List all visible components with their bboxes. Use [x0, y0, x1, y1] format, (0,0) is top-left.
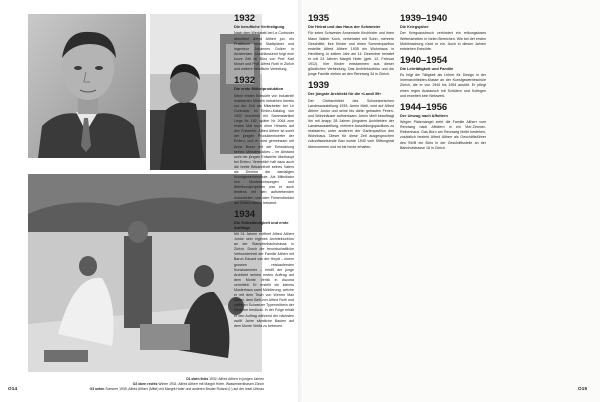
section-year: 1940–1954 [400, 54, 448, 66]
section-year: 1939 [308, 80, 329, 92]
page-number-left: O14 [8, 386, 18, 391]
caption-2: O2 oben rechts Winter 1931: Alfred Altherr mit Margrit Hofer, Wasserwerkhasen Zürich [132, 382, 264, 387]
page-number-right: O15 [578, 386, 588, 391]
section-body: Der Chefarchitekt des Schweizerischen Landesausstellung 1939, Armin Meili, wird auf Alfred Altherr Junior und seine bis dahin gebauten Ferien- und Wohnhäuser aufmerksam. Armin Meili beauftragt ihn mit knapp 28 Jahren jüngstem Architekten der Landesausstellung, mehrere Ausstellungspavillons zu realisieren, unter anderem der Gartenpavillon des Wohnbaus. Dieser für diese Zeit ausgesprochen zukunftsweisende Bau wurde 1940 vom Stiftungsrat übernommen und ist bis heute erhalten. [308, 98, 394, 149]
right-text-column-3 [400, 14, 486, 155]
section-year: 1935 [308, 13, 329, 24]
section-1944-1956 [400, 103, 486, 151]
section-1940-1954 [400, 56, 486, 99]
portrait-image-icon [28, 14, 146, 158]
photo-summer-group [28, 174, 262, 372]
section-subtitle: Die Lehrtätigkeit und Familie [400, 65, 454, 71]
summer-group-image-icon [28, 174, 262, 372]
section-body: Für seine Schwester Annemarie Kirchhofer und ihren Mann Walter Koch, verheiratet mit Sohn, mehrere Geschäfte, ihre Kinder und einen Sommerpavillon erstellte Alfred Altherr 1935 ein Wohnhaus in Herrliberg. In selben Jahr am 14. Dezember heiratet er mit 24 Jahren Margrit Hofer (geb. 12. Februar 1912). Vier Kinder entstammen aus dieser glücklichen Verbindung. Das Architekturbüro und die junge Familie ziehen an den Rennweg 34 in Zürich. [308, 31, 394, 77]
caption-3: O3 unten Sommer 1935, Alfred Altherr (Mitte) mit Margrit Hofer und anderen Bruder Roland (r.) auf der Insel Ufenau [89, 387, 264, 392]
section-year: 1934 [234, 208, 255, 220]
section-subtitle: Die Selbständigkeit und erste Aufträge [234, 219, 289, 230]
right-page [234, 0, 600, 402]
section-1935 [308, 14, 394, 77]
section-body: Wegen Platzmangel zieht die Familie Altherr vom Rennweg nach Affoltern in ein Vier-Zimmer-Reihenhaus. Das Büro am Rennweg bleibt bestehen, zusätzlich bezieht Alfred Altherr als Geschäftsführer des SWB ein Büro in der Geschäftsstelle an der Bahnhofstrasse 16 in Zürich. [400, 120, 486, 150]
section-year: 1932 [234, 75, 255, 87]
caption-1: O1 oben links 1932: Alfred Altherr in jungen Jahren [185, 377, 264, 381]
section-body: Es folgt die Tätigkeit als Lehrer für Design in der Innenarchitekten-Klasse an der Kunstgewerbeschule Zürich, die er von 1940 bis 1954 ausübt. Er pflegt einen regen Austausch mit Schülern und Kollegen und erweitert sein Netzwerk. [400, 73, 486, 98]
section-1934 [234, 210, 294, 329]
section-subtitle: Die erste Möbelproduktion [234, 86, 284, 92]
right-text-column-1 [234, 14, 294, 333]
section-year: 1944–1956 [400, 101, 448, 113]
section-year: 1932 [234, 13, 255, 24]
photo-portrait-young-man [28, 14, 146, 158]
section-1932-b [234, 76, 294, 206]
section-subtitle: Der jüngste Architekt für die «Landi 39» [308, 91, 382, 97]
section-year: 1939–1940 [400, 13, 448, 24]
book-gutter [298, 0, 302, 402]
section-body: Nach dem Werkstatt bei Le Corbusier absolviert Alfred Altherr jun. ein Praktikum beim Stadtplaner und Ingenieur Johannes Duiker in Amsterdam. Anschliessend folgt eine kurze Zeit im Büro von Prof. Karl Moser und Prof. Alfred Roth in Zürich und weitere berufliche Vertiefung. [234, 31, 294, 72]
section-body: Mit 24 Jahren eröffnet Alfred Altherr Junior sein eigenes Architekturbüro an der Stampfenbachstrasse in Zürich. Durch die freundschaftliche Verbundenheit der Familie Altherr mit Baron Eduard von der Heydt – einem grossen reiskaufenden Kunstsammler – erhält der junge Architekt seinen ersten Auftrag auf dem Monte Verità in Ascona vermittelt. Er erstellt ein kleines Musterhaus samt Möblierung, welche er mit dem Tisch von Werner Max Moser, dem Bett von Alfred Roth und weiteren Schweizer Typenmöbeln der Moderne bestückt. In der Folge erhält er den Auftrag während der nächsten zwölf Jahre sämtliche Bauten auf dem Monte Verità zu betreuen. [234, 232, 294, 328]
section-subtitle: Der Umzug nach Affoltern [400, 112, 448, 118]
photo-captions [28, 377, 264, 392]
section-1932-a [234, 14, 294, 72]
section-1939-1940 [400, 14, 486, 52]
right-text-column-2 [308, 14, 394, 154]
section-subtitle: Die Kriegsjahre [400, 24, 429, 30]
section-subtitle: Die Heirat und das Haus der Schwester [308, 24, 381, 30]
section-body: Der Kriegsausbruch verhindert ein reibungsloses Weiterarbeiten in vielen Bereichen. Wie bei der ersten Mobilmachung rückt er ein. Auch in diesen Jahren entstehen Entwürfe. [400, 31, 486, 51]
section-1939 [308, 81, 394, 149]
section-subtitle: Die berufliche Verfestigung [234, 24, 285, 30]
section-body: Seine ersten Entwürfe von industriell realisierten Möbeln entstehen bereits vor der Zeit als Mitarbeiter bei Le Corbusier. Im Embru-Katalog von 1932 erscheint ein Sammelartikel Liege Nr. 182, später Nr. 2064 zum ersten Mal noch ohne Hinweis auf den Entwerfer. Alfred Altherr ist somit der jüngste Produktentwerfer der Embru, und er wird gemeinsam mit Anna Buser mit der Entwicklung seines Meisterstückes – im Abstand wohl der jüngste Entwerfer überhaupt bei Embru. Vermutlich half dazu auch die breite Bekanntheit seines Vaters als Direktor der damaligen Kunstgewerbeschule. Als Mitinitiator von Musterwohnungen und Werkbundprojekten war er auch bestens mit den aufstrebenden Industriellen und dem Firmendirektor der Embru-Werke bekannt. [234, 93, 294, 205]
